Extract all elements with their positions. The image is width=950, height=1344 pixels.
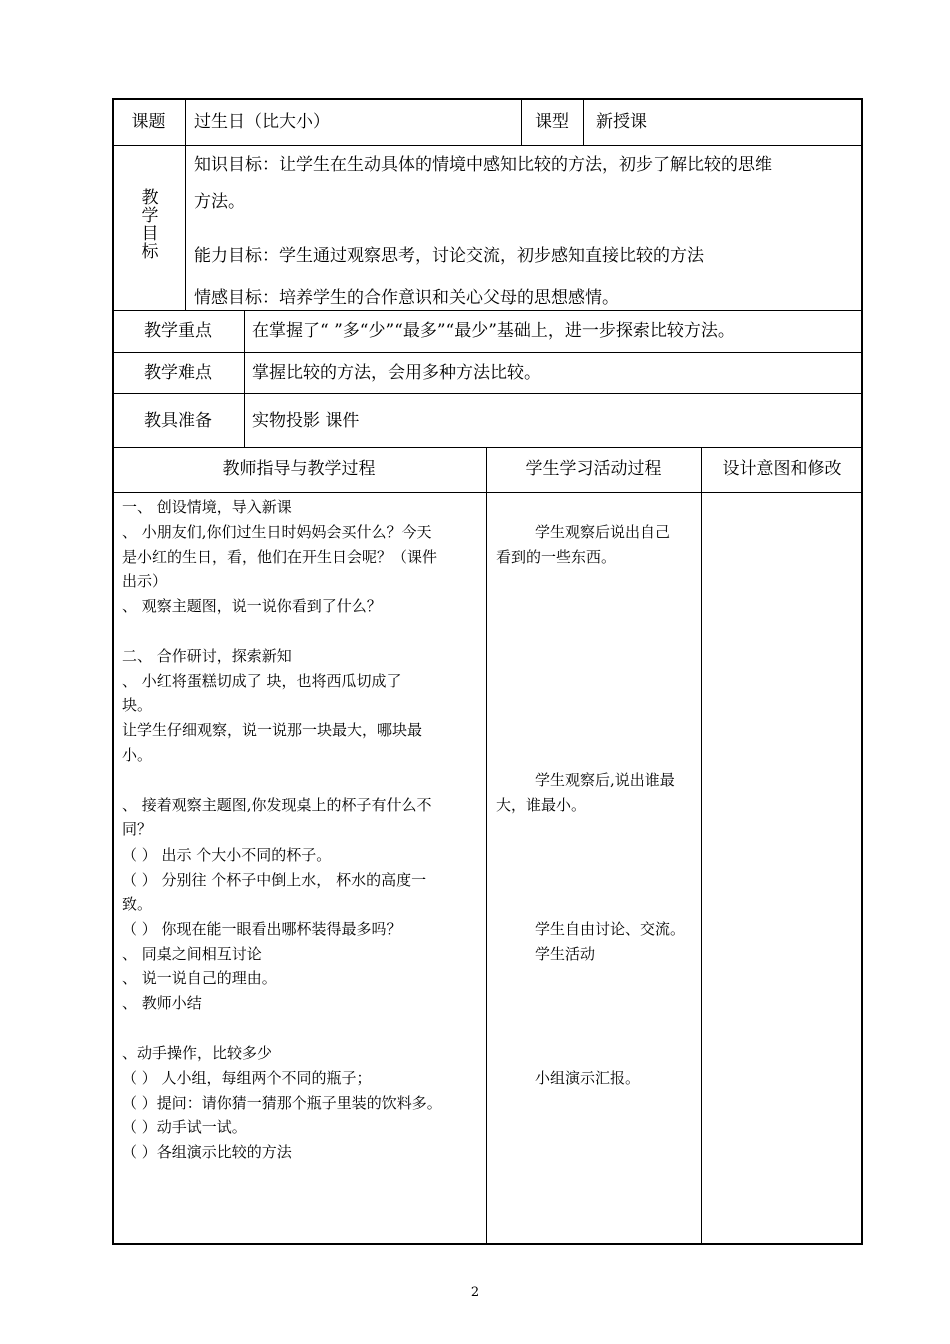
tools-label: 教具准备 <box>144 411 212 431</box>
row-divider <box>112 310 863 311</box>
teacher-line: 、 观察主题图，说一说你看到了什么？ <box>122 597 382 615</box>
teacher-line: 二、 合作研讨，探索新知 <box>122 647 292 665</box>
col-divider <box>701 447 702 1245</box>
page-number: 2 <box>470 1285 480 1300</box>
teacher-line: 一、 创设情境，导入新课 <box>122 498 292 516</box>
row-divider <box>112 447 863 448</box>
student-line: 学生观察后,说出谁最 <box>535 771 675 789</box>
knowledge-goal-line1: 知识目标：让学生在生动具体的情境中感知比较的方法，初步了解比较的思维 <box>194 155 772 175</box>
teacher-line: 、 教师小结 <box>122 994 202 1012</box>
student-column-header: 学生学习活动过程 <box>525 459 662 479</box>
col-divider <box>185 98 186 310</box>
teacher-line: 、 说一说自己的理由。 <box>122 969 277 987</box>
teacher-line: （ ）各组演示比较的方法 <box>122 1143 292 1161</box>
teacher-line: （ ）提问：请你猜一猜那个瓶子里装的饮料多。 <box>122 1094 442 1112</box>
teacher-line: （ ）动手试一试。 <box>122 1118 247 1136</box>
col-divider <box>244 310 245 447</box>
teacher-line: （ ） 人小组，每组两个不同的瓶子； <box>122 1069 372 1087</box>
teacher-line: 、动手操作，比较多少 <box>122 1044 273 1062</box>
key-point-label: 教学重点 <box>144 321 212 341</box>
col-divider <box>583 98 584 145</box>
teacher-line: 块。 <box>122 696 153 714</box>
key-point-value: 在掌握了“ ”多“少”“最多”“最少”基础上，进一步探索比较方法。 <box>252 321 735 341</box>
student-line: 小组演示汇报。 <box>535 1069 641 1087</box>
student-line: 看到的一些东西。 <box>496 548 617 566</box>
difficulty-value: 掌握比较的方法，会用多种方法比较。 <box>252 363 541 383</box>
student-line: 学生观察后说出自己 <box>535 523 671 541</box>
teacher-line: 、 同桌之间相互讨论 <box>122 945 262 963</box>
subject-label: 课题 <box>131 112 166 132</box>
teacher-line: （ ） 你现在能一眼看出哪杯装得最多吗？ <box>122 920 402 938</box>
teacher-line: （ ） 出示 个大小不同的杯子。 <box>122 846 332 864</box>
type-label: 课型 <box>535 112 569 132</box>
student-line: 大，谁最小。 <box>496 796 587 814</box>
student-line: 学生活动 <box>535 945 596 963</box>
ability-goal: 能力目标：学生通过观察思考，讨论交流，初步感知直接比较的方法 <box>194 246 704 266</box>
difficulty-label: 教学难点 <box>144 363 212 383</box>
teacher-line: 让学生仔细观察，说一说那一块最大，哪块最 <box>122 721 423 739</box>
row-divider <box>112 145 863 146</box>
col-divider <box>486 447 487 1245</box>
teacher-line: 、 小朋友们,你们过生日时妈妈会买什么？今天 <box>122 523 432 541</box>
teacher-column-header: 教师指导与教学过程 <box>222 459 376 479</box>
emotion-goal: 情感目标：培养学生的合作意识和关心父母的思想感情。 <box>194 288 619 308</box>
design-column-header: 设计意图和修改 <box>722 459 842 479</box>
teacher-line: （ ） 分别往 个杯子中倒上水， 杯水的高度一 <box>122 871 427 889</box>
row-divider <box>112 492 863 493</box>
teacher-line: 、 小红将蛋糕切成了 块，也将西瓜切成了 <box>122 672 402 690</box>
tools-value: 实物投影 课件 <box>252 411 360 431</box>
teacher-line: 、 接着观察主题图,你发现桌上的杯子有什么不 <box>122 796 432 814</box>
goals-label: 教学目标 <box>141 188 159 262</box>
row-divider <box>112 393 863 394</box>
teacher-line: 同？ <box>122 820 153 838</box>
knowledge-goal-line2: 方法。 <box>194 192 245 212</box>
subject-value: 过生日（比大小） <box>194 112 330 132</box>
teacher-line: 出示） <box>122 572 168 590</box>
type-value: 新授课 <box>596 112 647 132</box>
teacher-line: 小。 <box>122 746 153 764</box>
student-line: 学生自由讨论、交流。 <box>535 920 686 938</box>
teacher-line: 是小红的生日，看，他们在开生日会呢？（课件 <box>122 548 438 566</box>
teacher-line: 致。 <box>122 895 153 913</box>
row-divider <box>112 352 863 353</box>
